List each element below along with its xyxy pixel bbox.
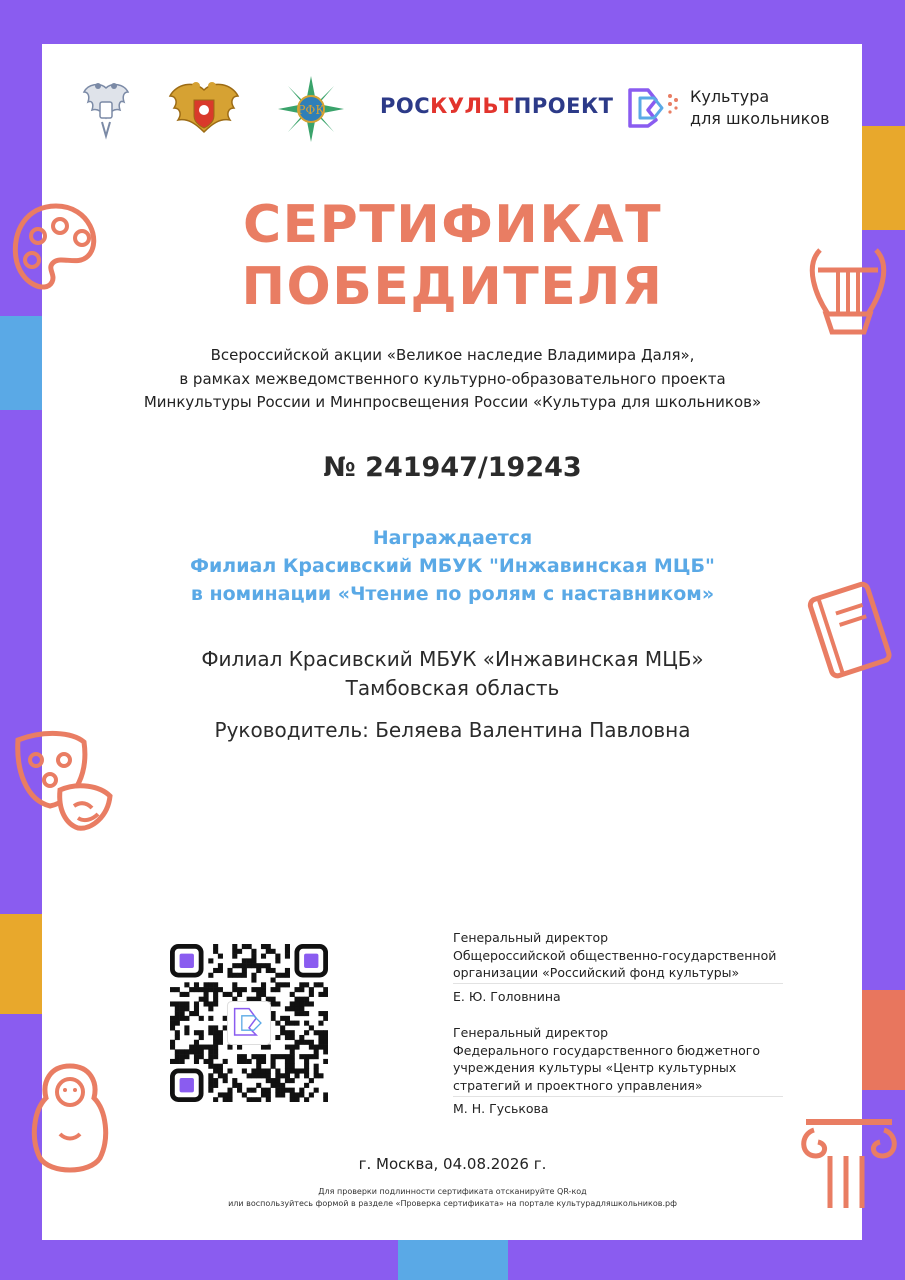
emblem-foundation-icon <box>276 74 346 144</box>
kultura-line2: для школьников <box>690 109 830 128</box>
intro-line: в рамках межведомственного культурно-образовательного проекта <box>179 369 726 388</box>
verification-note <box>0 1186 905 1210</box>
award-line: Филиал Красивский МБУК "Инжавинская МЦБ" <box>190 555 715 577</box>
title-line2: ПОБЕДИТЕЛЯ <box>241 257 664 317</box>
signature-line: Генеральный директор <box>453 930 609 945</box>
qr-code-icon <box>170 944 328 1102</box>
note-line: Для проверки подлинности сертификата отсканируйте QR-код <box>318 1187 587 1196</box>
intro-text <box>0 344 905 415</box>
intro-line: Минкультуры России и Минпросвещения России «Культура для школьников» <box>143 393 762 411</box>
signature-line: Генеральный директор <box>453 1025 609 1040</box>
theater-masks-icon <box>8 730 118 838</box>
signatory-name: М. Н. Гуськова <box>453 1101 549 1116</box>
signature-rule <box>453 983 783 984</box>
intro-line: Всероссийской акции «Великое наследие Владимира Даля», <box>210 346 695 364</box>
signatory-name: Е. Ю. Головнина <box>453 988 561 1004</box>
award-line: в номинации «Чтение по ролям с наставником» <box>190 583 715 605</box>
title-line1: СЕРТИФИКАТ <box>242 195 663 255</box>
stripe-bottom-blue <box>398 1240 508 1280</box>
kultura-logo-text <box>690 86 830 130</box>
award-text <box>0 524 905 608</box>
kultura-logo-icon <box>626 86 686 130</box>
emblem-ministry-icon <box>168 78 240 142</box>
certificate-number: № 241947/19243 <box>323 452 582 483</box>
note-line: или воспользуйтесь формой в разделе «Проверка сертификата» на портале культурадляшкольников.рф <box>228 1199 677 1208</box>
signature-line: организации «Российский фонд культуры» <box>453 965 740 980</box>
signature-line: стратегий и проектного управления» <box>453 1077 703 1093</box>
issue-date: г. Москва, 04.08.2026 г. <box>358 1155 547 1173</box>
svg-text:РФК: РФК <box>297 103 325 117</box>
roskultproekt-logo: РОСКУЛЬТПРОЕКТ <box>380 94 614 118</box>
signature-line: учреждения культуры «Центр культурных <box>453 1060 737 1075</box>
award-line: Награждается <box>372 527 533 549</box>
signature-block-2 <box>453 1024 760 1118</box>
stripe-left-amber <box>0 914 42 1014</box>
certificate-title <box>0 194 905 318</box>
signature-block-1 <box>453 929 776 1005</box>
signature-line: Общероссийской общественно-государственной <box>453 947 777 963</box>
stripe-right-coral <box>862 990 905 1090</box>
kultura-line1: Культура <box>690 87 770 106</box>
signature-line: Федерального государственного бюджетного <box>453 1042 761 1058</box>
organization-name: Филиал Красивский МБУК «Инжавинская МЦБ» <box>201 647 704 671</box>
leader-name: Руководитель: Беляева Валентина Павловна <box>214 718 691 742</box>
organization-info <box>0 645 905 703</box>
organization-region: Тамбовская область <box>345 676 560 700</box>
emblem-russia-icon <box>78 78 134 142</box>
signature-rule <box>453 1096 783 1097</box>
